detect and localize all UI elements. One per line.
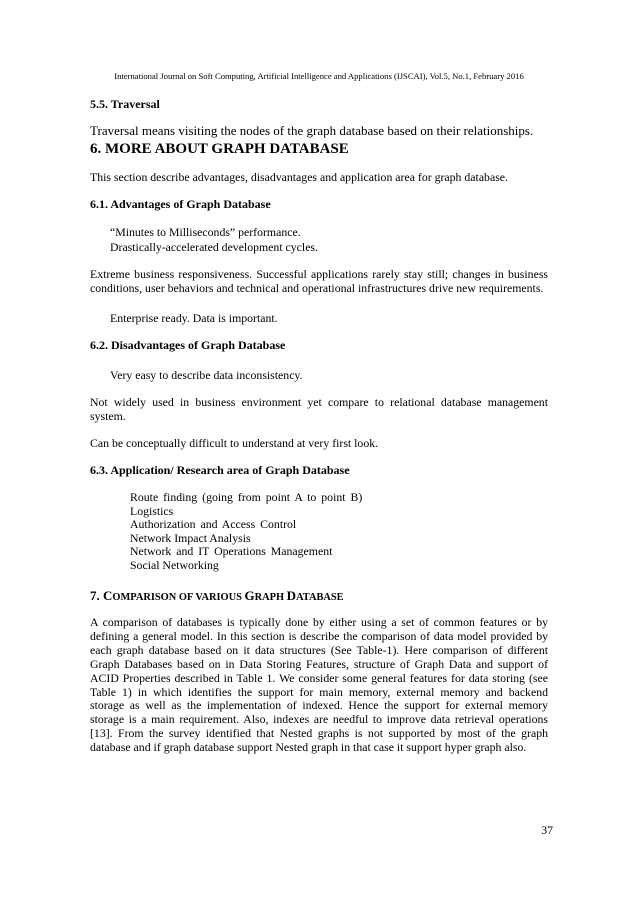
advantage-item: Drastically-accelerated development cycles. [110,240,318,254]
section-6-1-heading: 6.1. Advantages of Graph Database [90,197,271,211]
paragraph-line: storage as well as the implementation of indexed. Hence the support for external memory [90,698,548,713]
section-6-2-heading: 6.2. Disadvantages of Graph Database [90,338,286,352]
list-item: Logistics [130,503,174,518]
section-7-heading [90,588,344,606]
advantage-item: Enterprise ready. Data is important. [110,311,278,325]
heading-part: G [244,588,255,603]
paragraph-line: Extreme business responsiveness. Successful applications rarely stay still; changes in business [90,267,548,281]
page-number: 37 [541,823,553,837]
section-7-paragraph [90,616,548,755]
paragraph-line: A comparison of databases is typically done by either using a set of common features or by [90,615,548,629]
application-list [130,491,362,573]
section-5-5-heading: 5.5. Traversal [90,97,160,111]
running-header: International Journal on Soft Computing, Artificial Intelligence and Applications (IJSCAI), Vol.5, No.1, February 2016 [114,71,524,81]
disadvantages-paragraph [90,395,548,423]
advantages-paragraph [90,267,548,295]
list-item: Authorization and Access Control [130,517,297,532]
paragraph-line: database and if graph database support Nested graph in that case it support hyper graph also. [90,740,527,755]
section-6-heading: 6. MORE ABOUT GRAPH DATABASE [90,141,349,157]
list-item: Route finding (going from point A to point B) [130,490,363,504]
paragraph-line: defining a general model. In this section is describe the comparison of data model provided by [90,628,548,643]
paragraph-line: [13]. From the survey identified that Nested graphs is not supported by most of the graph [90,726,548,741]
paragraph-line: ACID Properties described in Table 1. We consider some general features for data storing (see [90,670,548,685]
section-5-5-text: Traversal means visiting the nodes of the graph database based on their relationships. [90,123,534,138]
list-item: Network Impact Analysis [130,530,251,545]
paragraph-line: Graph Databases based on in Data Storing Features, structure of Graph Data and support of [90,656,548,671]
heading-part: D [286,588,297,603]
paragraph-line: storage is a main requirement. Also, indexes are needful to improve data retrieval operations [90,712,548,727]
disadvantage-item: Very easy to describe data inconsistency. [110,368,303,382]
heading-part: ATABASE [296,592,344,603]
paragraph-line: Not widely used in business environment yet compare to relational database management [90,395,548,409]
paragraph-line: each graph database based on it data structures (See Table-1). Here comparison of different [90,642,548,657]
advantage-item: “Minutes to Milliseconds” performance. [110,225,301,239]
section-6-3-heading: 6.3. Application/ Research area of Graph Database [90,463,350,477]
heading-part: RAPH [254,592,287,603]
paragraph-line: Table 1) in which identifies the support for main memory, external memory and backend [90,684,548,699]
list-item: Network and IT Operations Management [130,544,333,559]
paragraph-line: system. [90,409,126,423]
list-item: Social Networking [130,557,219,572]
heading-part: 7. C [90,588,113,603]
section-6-intro: This section describe advantages, disadvantages and application area for graph database. [90,170,508,184]
disadvantages-paragraph-2: Can be conceptually difficult to understand at very first look. [90,436,379,450]
paragraph-line: conditions, user behaviors and technical and operational infrastructures drive new requirements. [90,281,544,295]
heading-part: OMPARISON OF VARIOUS [112,592,245,603]
